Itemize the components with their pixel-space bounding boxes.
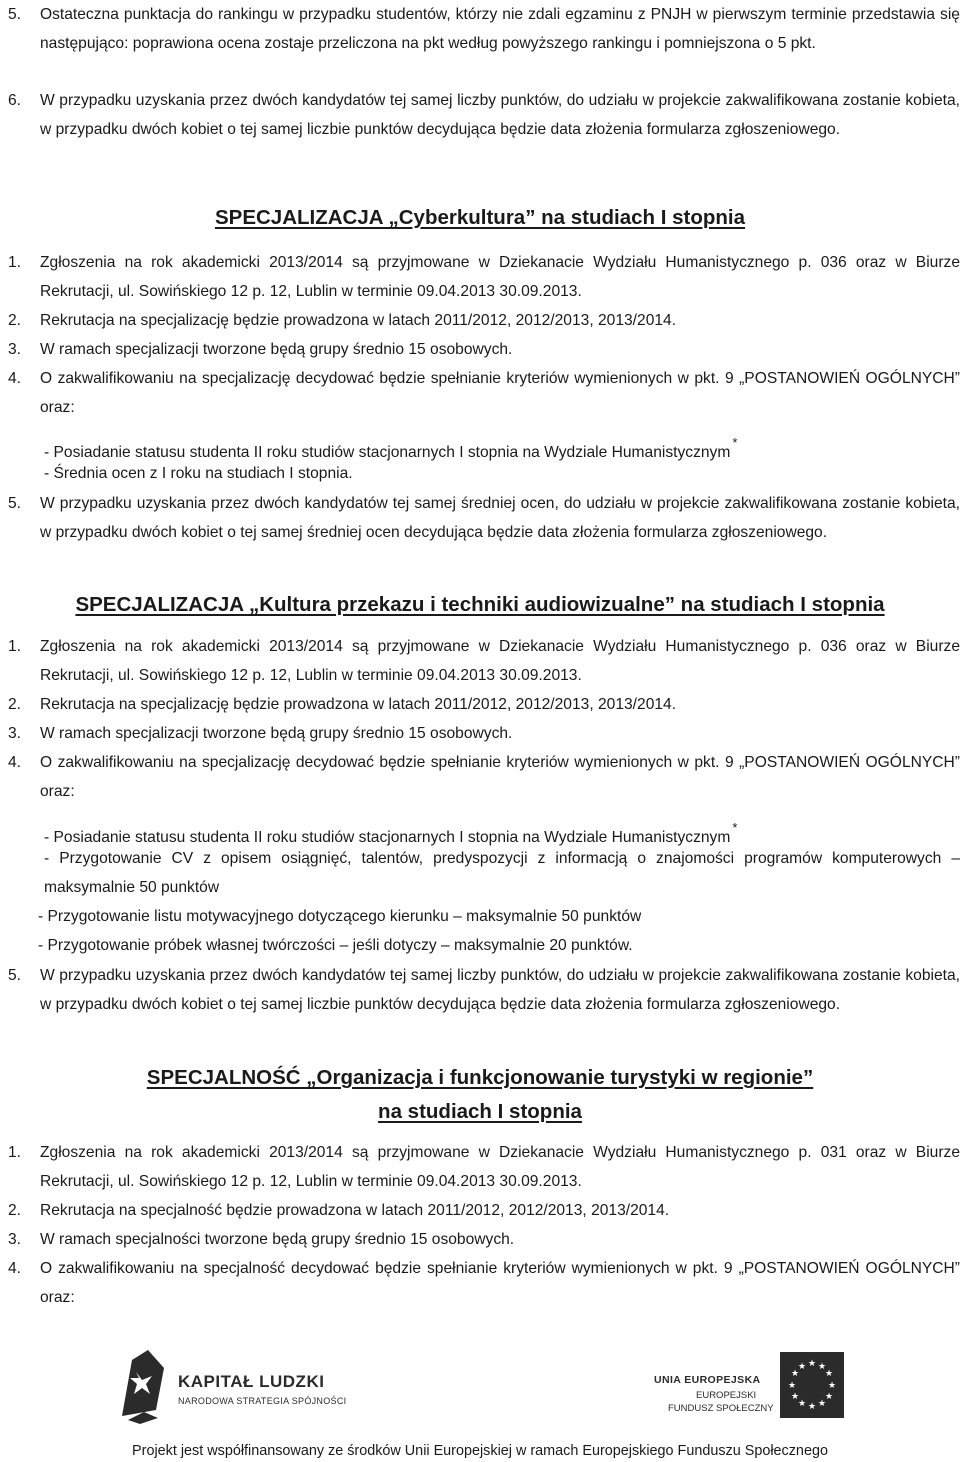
section-heading-line2: na studiach I stopnia bbox=[378, 1100, 582, 1123]
eu-line3: FUNDUSZ SPOŁECZNY bbox=[668, 1403, 774, 1414]
svg-text:★: ★ bbox=[790, 1392, 800, 1402]
item-text: Rekrutacja na specjalność będzie prowadzona w latach 2011/2012, 2012/2013, 2013/2014. bbox=[40, 1202, 670, 1219]
item-number: 2. bbox=[8, 312, 22, 329]
item-text: Ostateczna punktacja do rankingu w przypadku studentów, którzy nie zdali egzaminu z PNJH w pierwszym terminie przedstawia się następująco: poprawiona ocena zostaje przeliczona na pkt według powyższego rankingu i pomniejszona o 5 pkt. bbox=[40, 6, 960, 52]
list-item bbox=[0, 86, 960, 144]
item-number: 3. bbox=[8, 341, 22, 358]
item-text: O zakwalifikowaniu na specjalizację decydować będzie spełnianie kryteriów wymienionych w pkt. 9 „POSTANOWIEŃ OGÓLNYCH” oraz: bbox=[40, 370, 960, 416]
item-text: W ramach specjalności tworzone będą grupy średnio 15 osobowych. bbox=[40, 1231, 515, 1248]
item-text: Rekrutacja na specjalizację będzie prowadzona w latach 2011/2012, 2012/2013, 2013/2014. bbox=[40, 696, 677, 713]
list-item bbox=[0, 961, 960, 1019]
svg-text:★: ★ bbox=[787, 1381, 797, 1391]
item-number: 2. bbox=[8, 696, 22, 713]
svg-text:★: ★ bbox=[827, 1381, 837, 1391]
eu-efs-logo bbox=[648, 1352, 848, 1422]
item-number: 4. bbox=[8, 754, 22, 771]
list-item bbox=[0, 748, 960, 806]
item-number: 1. bbox=[8, 254, 22, 271]
item-number: 5. bbox=[8, 967, 22, 984]
kapital-ludzki-title: KAPITAŁ LUDZKI bbox=[178, 1372, 325, 1391]
svg-text:★: ★ bbox=[807, 1402, 817, 1412]
list-item bbox=[0, 306, 960, 335]
list-item bbox=[0, 1196, 960, 1225]
list-item bbox=[0, 1225, 960, 1254]
item-number: 3. bbox=[8, 1231, 22, 1248]
asterisk: * bbox=[732, 820, 738, 835]
list-item bbox=[0, 719, 960, 748]
item-text: W przypadku uzyskania przez dwóch kandydatów tej samej liczby punktów, do udziału w projekcie zakwalifikowana zostanie kobieta, w przypadku dwóch kobiet o tej samej liczbie punktów decydująca będzie data złożenia formularza zgłoszeniowego. bbox=[40, 967, 960, 1013]
item-text: W przypadku uzyskania przez dwóch kandydatów tej samej liczby punktów, do udziału w projekcie zakwalifikowana zostanie kobieta, w przypadku dwóch kobiet o tej samej liczbie punktów decydująca będzie data złożenia formularza zgłoszeniowego. bbox=[40, 92, 960, 138]
svg-text:★: ★ bbox=[824, 1369, 834, 1379]
item-number: 1. bbox=[8, 1144, 22, 1161]
section-heading: SPECJALNOŚĆ „Organizacja i funkcjonowanie turystyki w regionie” bbox=[146, 1066, 814, 1089]
list-item bbox=[0, 364, 960, 422]
list-item bbox=[0, 1254, 960, 1312]
item-text: Rekrutacja na specjalizację będzie prowadzona w latach 2011/2012, 2012/2013, 2013/2014. bbox=[40, 312, 677, 329]
svg-text:★: ★ bbox=[807, 1359, 817, 1369]
eu-title: UNIA EUROPEJSKA bbox=[654, 1374, 761, 1386]
list-item bbox=[0, 0, 960, 58]
list-item bbox=[0, 489, 960, 547]
svg-text:★: ★ bbox=[797, 1362, 807, 1372]
criteria-item: - Posiadanie statusu studenta II roku studiów stacjonarnych I stopnia na Wydziale Humanistycznym* bbox=[44, 435, 738, 461]
item-number: 6. bbox=[8, 92, 22, 109]
criteria-item: - Przygotowanie CV z opisem osiągnięć, talentów, predyspozycji z informacją o znajomości programów komputerowych – maksymalnie 50 punktów bbox=[44, 850, 960, 896]
criteria-item: - Przygotowanie próbek własnej twórczości – jeśli dotyczy – maksymalnie 20 punktów. bbox=[38, 937, 633, 954]
item-text: O zakwalifikowaniu na specjalność decydować będzie spełnianie kryteriów wymienionych w pkt. 9 „POSTANOWIEŃ OGÓLNYCH” oraz: bbox=[40, 1260, 960, 1306]
kapital-ludzki-subtitle: NARODOWA STRATEGIA SPÓJNOŚCI bbox=[178, 1396, 347, 1406]
item-text: W przypadku uzyskania przez dwóch kandydatów tej samej średniej ocen, do udziału w projekcie zakwalifikowana zostanie kobieta, w przypadku dwóch kobiet o tej samej średniej ocen decydująca będzie data złożenia formularza zgłoszeniowego. bbox=[40, 495, 960, 541]
footer-text: Projekt jest współfinansowany ze środków Unii Europejskiej w ramach Europejskiego Funduszu Społecznego bbox=[132, 1443, 828, 1459]
eu-line2: EUROPEJSKI bbox=[696, 1390, 757, 1401]
item-text: Zgłoszenia na rok akademicki 2013/2014 są przyjmowane w Dziekanacie Wydziału Humanistycznego p. 036 oraz w Biurze Rekrutacji, ul. Sowińskiego 12 p. 12, Lublin w terminie 09.04.2013 30.09.2013. bbox=[40, 254, 960, 300]
eu-flag-icon bbox=[780, 1352, 844, 1418]
section-heading: SPECJALIZACJA „Cyberkultura” na studiach I stopnia bbox=[214, 206, 746, 229]
item-text: Zgłoszenia na rok akademicki 2013/2014 są przyjmowane w Dziekanacie Wydziału Humanistycznego p. 036 oraz w Biurze Rekrutacji, ul. Sowińskiego 12 p. 12, Lublin w terminie 09.04.2013 30.09.2013. bbox=[40, 638, 960, 684]
list-item bbox=[0, 248, 960, 306]
svg-text:★: ★ bbox=[790, 1369, 800, 1379]
list-item bbox=[0, 1138, 960, 1196]
item-text: W ramach specjalizacji tworzone będą grupy średnio 15 osobowych. bbox=[40, 725, 513, 742]
svg-text:★: ★ bbox=[797, 1399, 807, 1409]
criteria-item: - Posiadanie statusu studenta II roku studiów stacjonarnych I stopnia na Wydziale Humanistycznym* bbox=[44, 820, 738, 846]
kapital-ludzki-logo bbox=[118, 1346, 378, 1426]
item-number: 5. bbox=[8, 495, 22, 512]
list-item bbox=[0, 335, 960, 364]
section-heading: SPECJALIZACJA „Kultura przekazu i techniki audiowizualne” na studiach I stopnia bbox=[75, 593, 885, 616]
item-text: O zakwalifikowaniu na specjalizację decydować będzie spełnianie kryteriów wymienionych w pkt. 9 „POSTANOWIEŃ OGÓLNYCH” oraz: bbox=[40, 754, 960, 800]
item-number: 5. bbox=[8, 6, 22, 23]
item-number: 3. bbox=[8, 725, 22, 742]
svg-text:★: ★ bbox=[824, 1392, 834, 1402]
svg-text:★: ★ bbox=[817, 1399, 827, 1409]
list-item bbox=[0, 632, 960, 690]
item-text: W ramach specjalizacji tworzone będą grupy średnio 15 osobowych. bbox=[40, 341, 513, 358]
item-number: 1. bbox=[8, 638, 22, 655]
item-number: 4. bbox=[8, 1260, 22, 1277]
item-number: 2. bbox=[8, 1202, 22, 1219]
criteria-item: - Średnia ocen z I roku na studiach I stopnia. bbox=[44, 465, 353, 482]
criteria-item: - Przygotowanie listu motywacyjnego dotyczącego kierunku – maksymalnie 50 punktów bbox=[38, 908, 642, 925]
item-number: 4. bbox=[8, 370, 22, 387]
list-item bbox=[0, 690, 960, 719]
item-text: Zgłoszenia na rok akademicki 2013/2014 są przyjmowane w Dziekanacie Wydziału Humanistycznego p. 031 oraz w Biurze Rekrutacji, ul. Sowińskiego 12 p. 12, Lublin w terminie 09.04.2013 30.09.2013. bbox=[40, 1144, 960, 1190]
asterisk: * bbox=[732, 435, 738, 450]
svg-text:★: ★ bbox=[817, 1362, 827, 1372]
